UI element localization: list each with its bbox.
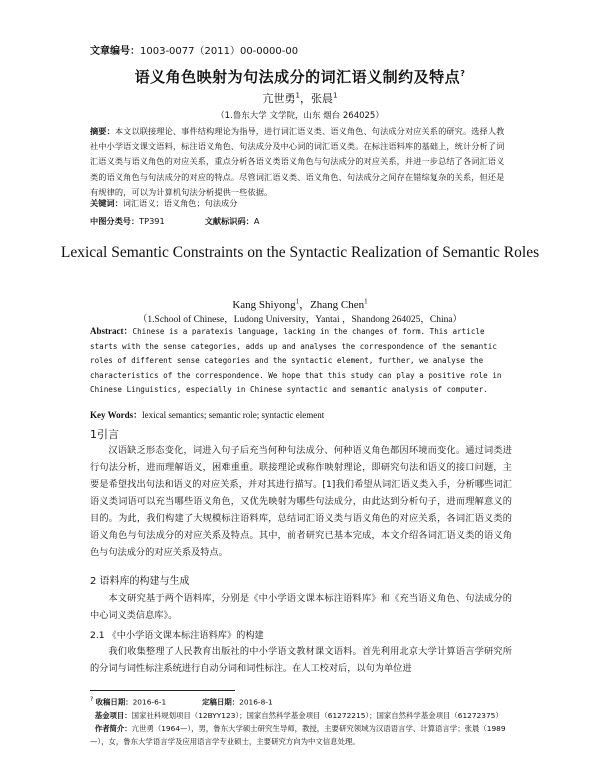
keywords-cn <box>90 198 237 209</box>
classification-cn <box>90 216 259 227</box>
footnote-dates <box>90 693 512 709</box>
clc-label: 中图分类号： <box>90 216 140 226</box>
author-cn-2: 张晨 <box>311 92 333 105</box>
author-en-2: Zhang Chen <box>310 299 365 311</box>
section-1-heading: 1引言 <box>90 428 119 441</box>
affiliation-cn: （1.鲁东大学 文学院，山东 烟台 264025） <box>216 111 384 121</box>
doc-code-value: A <box>253 216 260 226</box>
fund-text: 国家社科规划项目（12BYY123）；国家自然科学基金项目（61272215）；国家自然科学基金项目（61272375） <box>131 710 503 720</box>
section-2-heading: 2 语料库的构建与生成 <box>90 576 190 587</box>
abstract-cn-label: 摘要： <box>90 126 115 136</box>
author-en-1: Kang Shiyong <box>232 299 296 311</box>
keywords-cn-label: 关键词： <box>90 198 123 208</box>
received-label: 收稿日期： <box>95 697 133 707</box>
author-bio-label: 作者简介： <box>94 723 132 733</box>
article-number <box>90 42 298 57</box>
author-cn-2-sup: 1 <box>333 91 338 100</box>
title-cn <box>0 66 600 87</box>
author-bio-text: 亢世勇（1964—），男，鲁东大学硕士研究生导师，教授，主要研究领域为汉语语言学、计算语言学；张晨（1989—），女，鲁东大学语言学及应用语言学专业硕士，主要研究方向为中文信息处理。 <box>90 723 506 747</box>
title-cn-text: 语义角色映射为句法成分的词汇语义制约及特点 <box>134 68 461 86</box>
footnote-mark: ? <box>90 696 94 703</box>
clc-value: TP391 <box>139 216 165 226</box>
section-1-paragraph: 汉语缺乏形态变化，词进入句子后充当何种句法成分、何种语义角色都因环境而变化。通过词类进行句法分析，进而理解语义，困难重重。联接理论或称作映射理论，即研究句法和语义的接口问题，主要是希望找出句法和语义的对应关系，并对其进行描写。[1]我们希望从词汇语义类入手，分析哪些词汇语义类词语可以充当哪些语义角色，又优先映射为哪些句法成分，由此达到分析句子，进而理解意义的目的。为此，我们构建了大规模标注语料库，总结词汇语义类与语义角色的对应关系，各词汇语义类的语义角色与句法成分的对应关系及特点。其中，前者研究已基本完成，本文介绍各词汇语义类的语义角色与句法成分的对应关系及特点。 <box>90 445 512 558</box>
author-en-1-sup: 1 <box>295 297 300 306</box>
keywords-en-text: lexical semantics; semantic role; syntactic element <box>142 410 325 420</box>
section-2-1-heading: 2.1 《中小学语文课本标注语料库》的构建 <box>90 630 264 641</box>
title-cn-footnote-mark: ? <box>460 69 466 78</box>
section-2-paragraph: 本文研究基于两个语料库，分别是《中小学语文课本标注语料库》和《充当语义角色、句法成分的中心词义类信息库》。 <box>90 593 512 621</box>
author-en-2-sup: 1 <box>364 297 368 306</box>
abstract-en-text: Chinese is a paratexis language, lacking in the changes of form. This article starts with the sense categories, adds up and analyses the correspondence of the semantic roles of different sense categories and the syntactic element, further, we analyse the characteristics of the correspondence. We hope that this study can play a positive role in Chinese Linguistics, especially in Chinese syntactic and semantic analysis of computer. <box>90 327 502 395</box>
abstract-cn <box>90 124 505 200</box>
footnote-divider <box>90 690 235 691</box>
authors-cn <box>0 90 600 106</box>
doc-code-label: 文献标识码： <box>204 216 254 226</box>
footnotes <box>90 693 512 748</box>
final-label: 定稿日期： <box>202 697 240 707</box>
footnote-fund <box>90 709 512 722</box>
keywords-en-label: Key Words： <box>90 410 143 420</box>
affiliation-en: （1.School of Chinese，Ludong University，Yantai ，Shandong 264025，China） <box>137 315 463 325</box>
article-number-label: 文章编号： <box>90 46 140 57</box>
final-value: 2016-8-1 <box>239 697 273 707</box>
authors-en-separator: ， <box>299 299 311 311</box>
author-cn-1-sup: 1 <box>295 91 300 100</box>
article-number-value: 1003-0077（2011）00-0000-00 <box>140 46 299 57</box>
authors-cn-separator: ， <box>300 92 311 105</box>
abstract-en <box>90 324 510 398</box>
received-value: 2016-6-1 <box>132 697 167 707</box>
fund-label: 基金项目： <box>94 710 132 720</box>
author-cn-1: 亢世勇 <box>262 92 296 105</box>
keywords-cn-text: 词汇语义；语义角色；句法成分 <box>122 198 238 208</box>
title-en: Lexical Semantic Constraints on the Syntactic Realization of Semantic Roles <box>60 244 540 261</box>
footnote-author <box>90 722 512 748</box>
section-2-1-paragraph: 我们收集整理了人民教育出版社的中小学语文教材课文语料。首先利用北京大学计算语言学研究所的分词与词性标注系统进行自动分词和词性标注。在人工校对后，以句为单位进 <box>90 646 512 674</box>
abstract-cn-text: 本文以联接理论、事件结构理论为指导，进行词汇语义类、语义角色、句法成分对应关系的研究。选择人教社中小学语文课文语料，标注语义角色、句法成分及中心词的词汇语义类。在标注语料库的基础上，统计分析了词汇语义类与语义角色的对应关系，重点分析各语义类语义角色与句法成分的对应关系，并进一步总结了各词汇语义类的语义角色与句法成分的对应的特点。尽管词汇语义类、语义角色、句法成分之间存在错综复杂的关系，但还是有规律的，可以为计算机句法分析提供一些依据。 <box>90 126 505 197</box>
keywords-en <box>90 408 324 421</box>
abstract-en-label: Abstract： <box>90 326 133 336</box>
authors-en <box>0 296 600 312</box>
